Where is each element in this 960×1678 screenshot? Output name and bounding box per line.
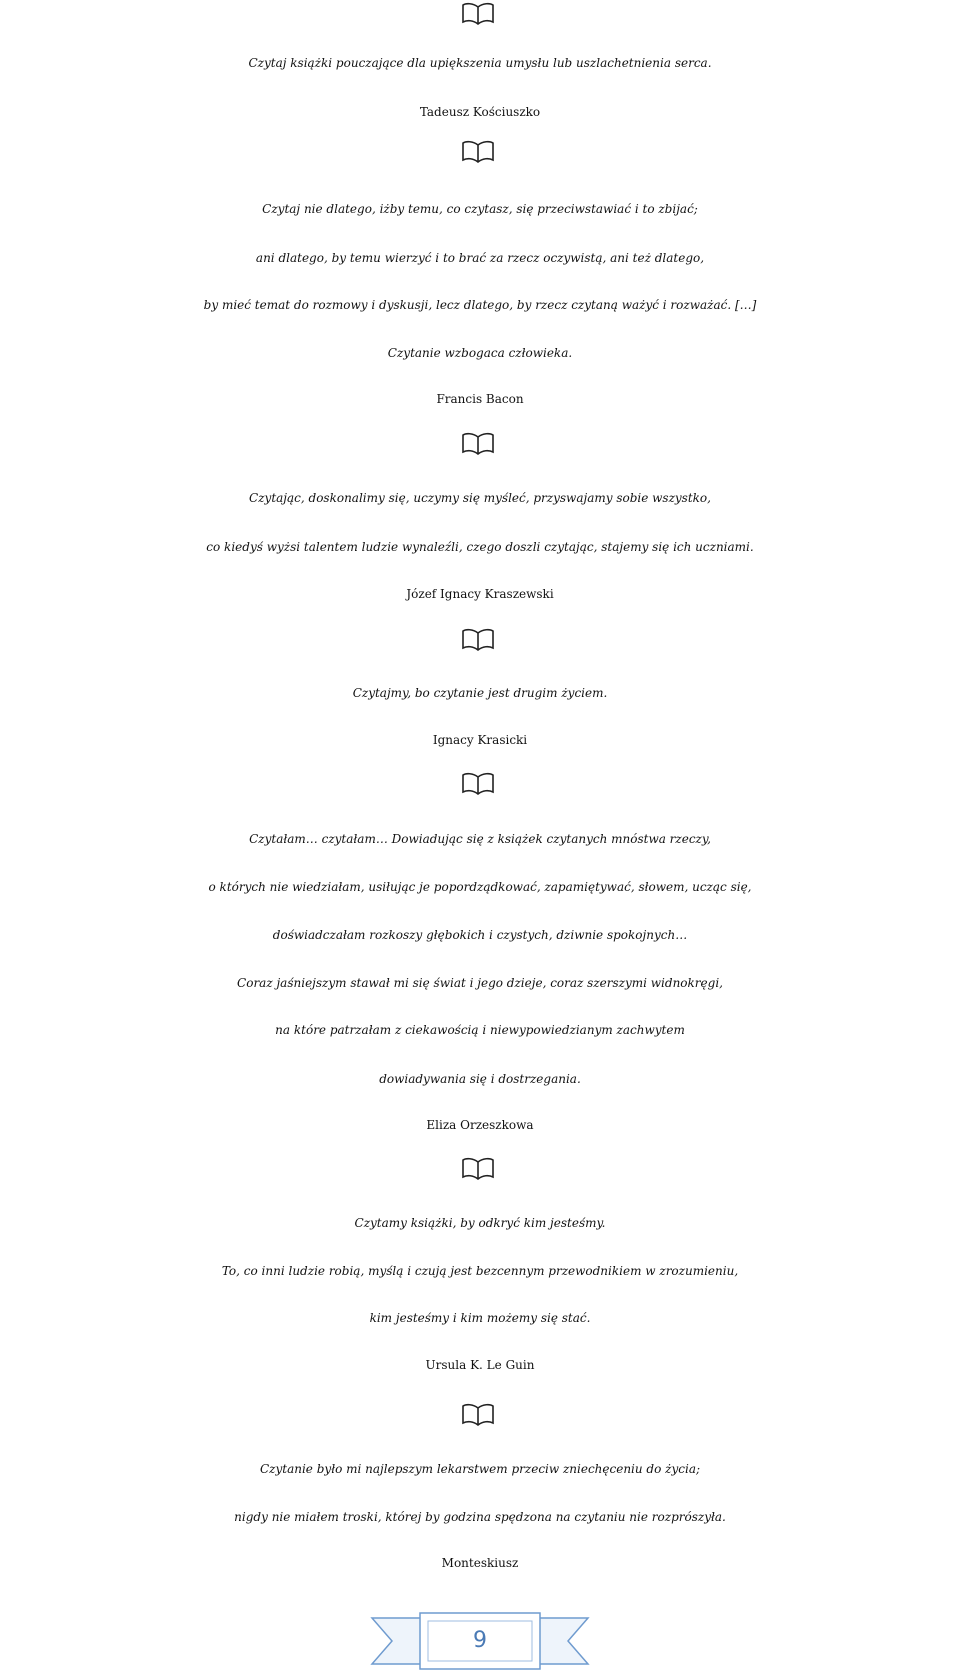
quote-author: Francis Bacon <box>436 392 524 406</box>
quote-line: To, co inni ludzie robią, myślą i czują jest bezcennym przewodnikiem w zrozumieniu, <box>221 1264 739 1278</box>
quote-line: na które patrzałam z ciekawością i niewypowiedzianym zachwytem <box>275 1023 685 1037</box>
quote-line: Czytanie było mi najlepszym lekarstwem przeciw zniechęceniu do życia; <box>259 1462 701 1476</box>
quote-line: by mieć temat do rozmowy i dyskusji, lecz dlatego, by rzecz czytaną ważyć i rozważać. […] <box>203 298 757 312</box>
quote-author: Tadeusz Kościuszko <box>419 105 541 119</box>
quote-line: Czytanie wzbogaca człowieka. <box>387 346 573 360</box>
quote-line: Czytamy książki, by odkryć kim jesteśmy. <box>354 1216 606 1230</box>
quote-line: Czytałam… czytałam… Dowiadując się z książek czytanych mnóstwa rzeczy, <box>249 832 711 846</box>
open-book-icon <box>461 1403 495 1427</box>
quote-author: Ignacy Krasicki <box>432 733 528 747</box>
quote-line: kim jesteśmy i kim możemy się stać. <box>369 1311 591 1325</box>
open-book-icon <box>461 432 495 456</box>
open-book-icon <box>461 2 495 26</box>
open-book-icon <box>461 628 495 652</box>
quote-author: Eliza Orzeszkowa <box>426 1118 534 1132</box>
quote-line: doświadczałam rozkoszy głębokich i czystych, dziwnie spokojnych… <box>272 928 688 942</box>
quote-line: Czytaj nie dlatego, iżby temu, co czytasz, się przeciwstawiać i to zbijać; <box>262 202 698 216</box>
quote-author: Ursula K. Le Guin <box>425 1358 535 1372</box>
quote-author: Monteskiusz <box>441 1556 519 1570</box>
open-book-icon <box>461 140 495 164</box>
quote-line: Czytaj książki pouczające dla upiększenia umysłu lub uszlachetnienia serca. <box>248 56 712 70</box>
quote-line: dowiadywania się i dostrzegania. <box>379 1072 581 1086</box>
open-book-icon <box>461 1157 495 1181</box>
quote-line: nigdy nie miałem troski, której by godzina spędzona na czytaniu nie rozprószyła. <box>234 1510 726 1524</box>
quote-author: Józef Ignacy Kraszewski <box>406 587 554 601</box>
quote-line: o których nie wiedziałam, usiłując je popordządkować, zapamiętywać, słowem, ucząc się, <box>208 880 752 894</box>
quote-line: Czytając, doskonalimy się, uczymy się myśleć, przyswajamy sobie wszystko, <box>249 491 711 505</box>
quote-line: co kiedyś wyżsi talentem ludzie wynaleźli, czego doszli czytając, stajemy się ich uczniami. <box>206 540 754 554</box>
quote-line: ani dlatego, by temu wierzyć i to brać za rzecz oczywistą, ani też dlatego, <box>255 251 705 265</box>
quote-line: Coraz jaśniejszym stawał mi się świat i jego dzieje, coraz szerszymi widnokręgi, <box>237 976 723 990</box>
open-book-icon <box>461 772 495 796</box>
page-number: 9 <box>473 1628 487 1653</box>
quote-line: Czytajmy, bo czytanie jest drugim życiem. <box>352 686 608 700</box>
